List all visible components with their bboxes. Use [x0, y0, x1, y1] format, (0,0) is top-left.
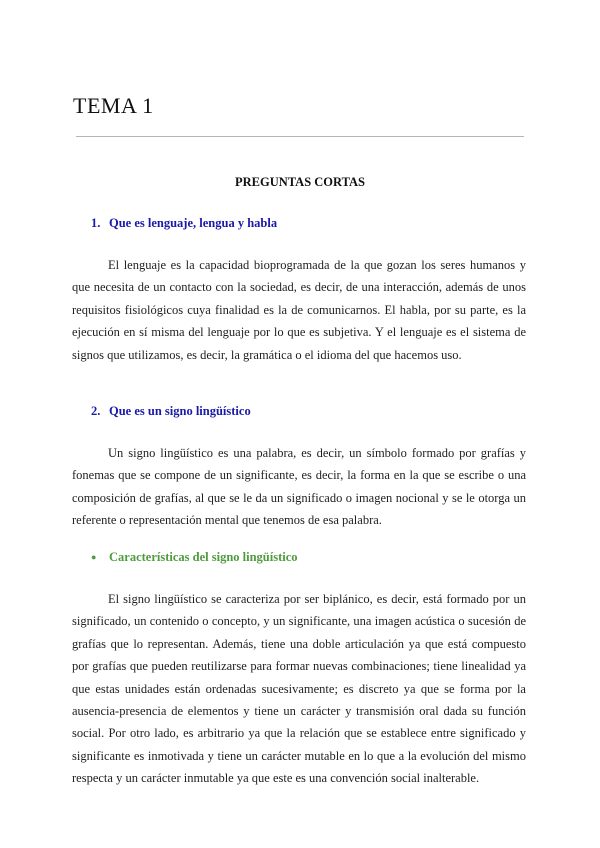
- question-heading-text: Que es un signo lingüístico: [109, 404, 251, 418]
- answer-paragraph-2: Un signo lingüístico es una palabra, es decir, un símbolo formado por grafías y fonemas que se compone de un significante, es decir, la forma en la que se escribe o una composición de grafías, al que se le da un significado o imagen nocional y se le otorga un referente o representación mental que tenemos de esa palabra.: [72, 446, 526, 528]
- bullet-icon: ●: [91, 552, 97, 562]
- question-heading-text: Que es lenguaje, lengua y habla: [109, 216, 278, 230]
- section-subtitle: PREGUNTAS CORTAS: [234, 175, 366, 189]
- subsection-paragraph: El signo lingüístico se caracteriza por ser biplánico, es decir, está formado por un significado, un contenido o concepto, y un significante, una imagen acústica o sucesión de grafías que lo representan. Además, tiene una doble articulación ya que está compuesto por grafías que pueden reutilizarse para formar nuevas combinaciones; tiene linealidad ya que estas unidades están ordenadas sucesivamente; es discreto ya que se forma por la ausencia-presencia de elementos y tiene un carácter y transmisión oral dada su función social. Por otro lado, es arbitrario ya que la relación que se establece entre significado y significante es inmotivada y tiene un carácter mutable en lo que a la evolución del mismo respecta y un carácter inmutable ya que este es una convención social inalterable.: [72, 592, 526, 786]
- title-divider: [76, 136, 524, 137]
- subsection-heading-text: Características del signo lingüístico: [109, 550, 298, 564]
- question-number: 2.: [91, 404, 101, 418]
- subsection-heading: [91, 550, 298, 565]
- question-number: 1.: [91, 216, 101, 230]
- question-heading-2: [91, 404, 251, 419]
- question-heading-1: [91, 216, 277, 231]
- page-title: TEMA 1: [73, 93, 154, 118]
- answer-paragraph-1: El lenguaje es la capacidad bioprogramada de la que gozan los seres humanos y que necesita de un contacto con la sociedad, es decir, de una interacción, además de unos requisitos fisiológicos cuya finalidad es la de comunicarnos. El habla, por su parte, es la ejecución en sí misma del lenguaje por lo que es subjetiva. Y el lenguaje es el sistema de signos que utilizamos, es decir, la gramática o el idioma del que hacemos uso.: [72, 258, 526, 362]
